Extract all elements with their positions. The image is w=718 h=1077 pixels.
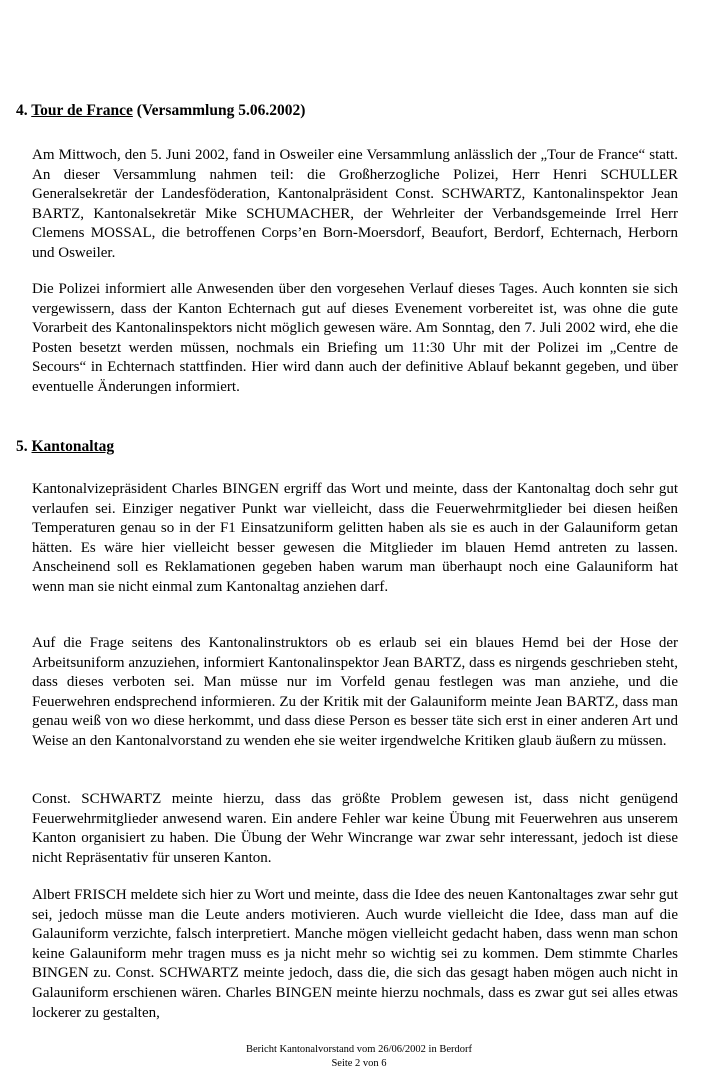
section-number: 4. — [16, 102, 28, 119]
section-number: 5. — [16, 438, 28, 455]
paragraph: Albert FRISCH meldete sich hier zu Wort und meinte, dass die Idee des neuen Kantonaltages zwar sehr gut sei, jedoch müsse man die Leute anders motivieren. Auch wurde vielleicht die Idee, dass man auf die Galauniform verzichte, falsch interpretiert. Manche mögen vielleicht gedacht haben, dass wenn man schon keine Galauniform mehr tragen muss es ja nicht mehr so wichtig sei zu kommen. Dem stimmte Charles BINGEN zu. Const. SCHWARTZ meinte jedoch, dass die, die sich das gesagt haben mögen auch nicht in Galauniform erschienen wären. Charles BINGEN meinte hierzu nochmals, dass es zwar gut sei alles etwas lockerer zu gestalten, — [32, 887, 678, 1021]
paragraph: Am Mittwoch, den 5. Juni 2002, fand in Osweiler eine Versammlung anlässlich der „Tour de France“ statt. An dieser Versammlung nahmen teil: die Großherzogliche Polizei, Herr Henri SCHULLER Generalsekretär der Landesföderation, Kantonalpräsident Const. SCHWARTZ, Kantonalinspektor Jean BARTZ, Kantonalsekretär Mike SCHUMACHER, der Wehrleiter der Verbandsgemeinde Irrel Herr Clemens MOSSAL, die betroffenen Corps’en Born-Moersdorf, Beaufort, Berdorf, Echternach, Herborn und Osweiler. — [32, 147, 678, 261]
section-title: Kantonaltag — [31, 438, 115, 455]
paragraph: Die Polizei informiert alle Anwesenden über den vorgesehen Verlauf dieses Tages. Auch konnten sie sich vergewissern, dass der Kanton Echternach gut auf dieses Evenement vorbereitet ist, was ohne die gute Vorarbeit des Kantonalinspektors nicht möglich gewesen wäre. Am Sonntag, den 7. Juli 2002 wird, ehe die Posten besetzt werden müssen, nochmals ein Briefing um 11:30 Uhr mit der Polizei im „Centre de Secours“ in Echternach stattfinden. Hier wird dann auch der definitive Ablauf bekannt gegeben, und über eventuelle Änderungen informiert. — [32, 281, 678, 395]
footer-page-number: Seite 2 von 6 — [331, 1058, 387, 1069]
paragraph: Const. SCHWARTZ meinte hierzu, dass das größte Problem gewesen ist, dass nicht genügend Feuerwehrmitglieder anwesend waren. Ein andere Fehler war keine Übung mit Feuerwehren aus unserem Kanton organisiert zu haben. Die Übung der Wehr Wincrange war zwar sehr interessant, jedoch ist diese nicht Repräsentativ für unseren Kanton. — [32, 791, 678, 866]
section-heading-kantonaltag — [16, 437, 114, 456]
section-title: Tour de France — [31, 102, 133, 119]
page-footer — [0, 1043, 718, 1071]
paragraph: Kantonalvizepräsident Charles BINGEN ergriff das Wort und meinte, dass der Kantonaltag doch sehr gut verlaufen sei. Einziger negativer Punkt war vielleicht, dass die Feuerwehrmitglieder bei diesen heißen Temperaturen genau so in der F1 Einsatzuniform gelitten haben als sie es auch in der Galauniform getan hätten. Es wäre hier vielleicht besser gewesen die Mitglieder im blauen Hemd antreten zu lassen. Anscheinend soll es Reklamationen gegeben haben warum man überhaupt noch eine Galauniform hat wenn man sie nicht einmal zum Kantonaltag anziehen darf. — [32, 481, 678, 595]
paragraph: Auf die Frage seitens des Kantonalinstruktors ob es erlaub sei ein blaues Hemd bei der Hose der Arbeitsuniform anzuziehen, informiert Kantonalinspektor Jean BARTZ, dass es nirgends geschrieben steht, dass dieses verboten sei. Man müsse nur im Vorfeld genau festlegen was man anziehe, und die Feuerwehren endsprechend informieren. Zu der Kritik mit der Galauniform meinte Jean BARTZ, dass man genau weiß von wo diese herkommt, und dass diese Person es besser täte sich erst in einer anderen Art und Weise an den Kantonalvorstand zu wenden ehe sie weiter irgendwelche Kritiken glaub äußern zu müssen. — [32, 635, 678, 749]
section-title-detail: (Versammlung 5.06.2002) — [136, 102, 306, 119]
footer-report-line: Bericht Kantonalvorstand vom 26/06/2002 in Berdorf — [245, 1044, 472, 1055]
section-heading-tour-de-france — [16, 101, 305, 120]
